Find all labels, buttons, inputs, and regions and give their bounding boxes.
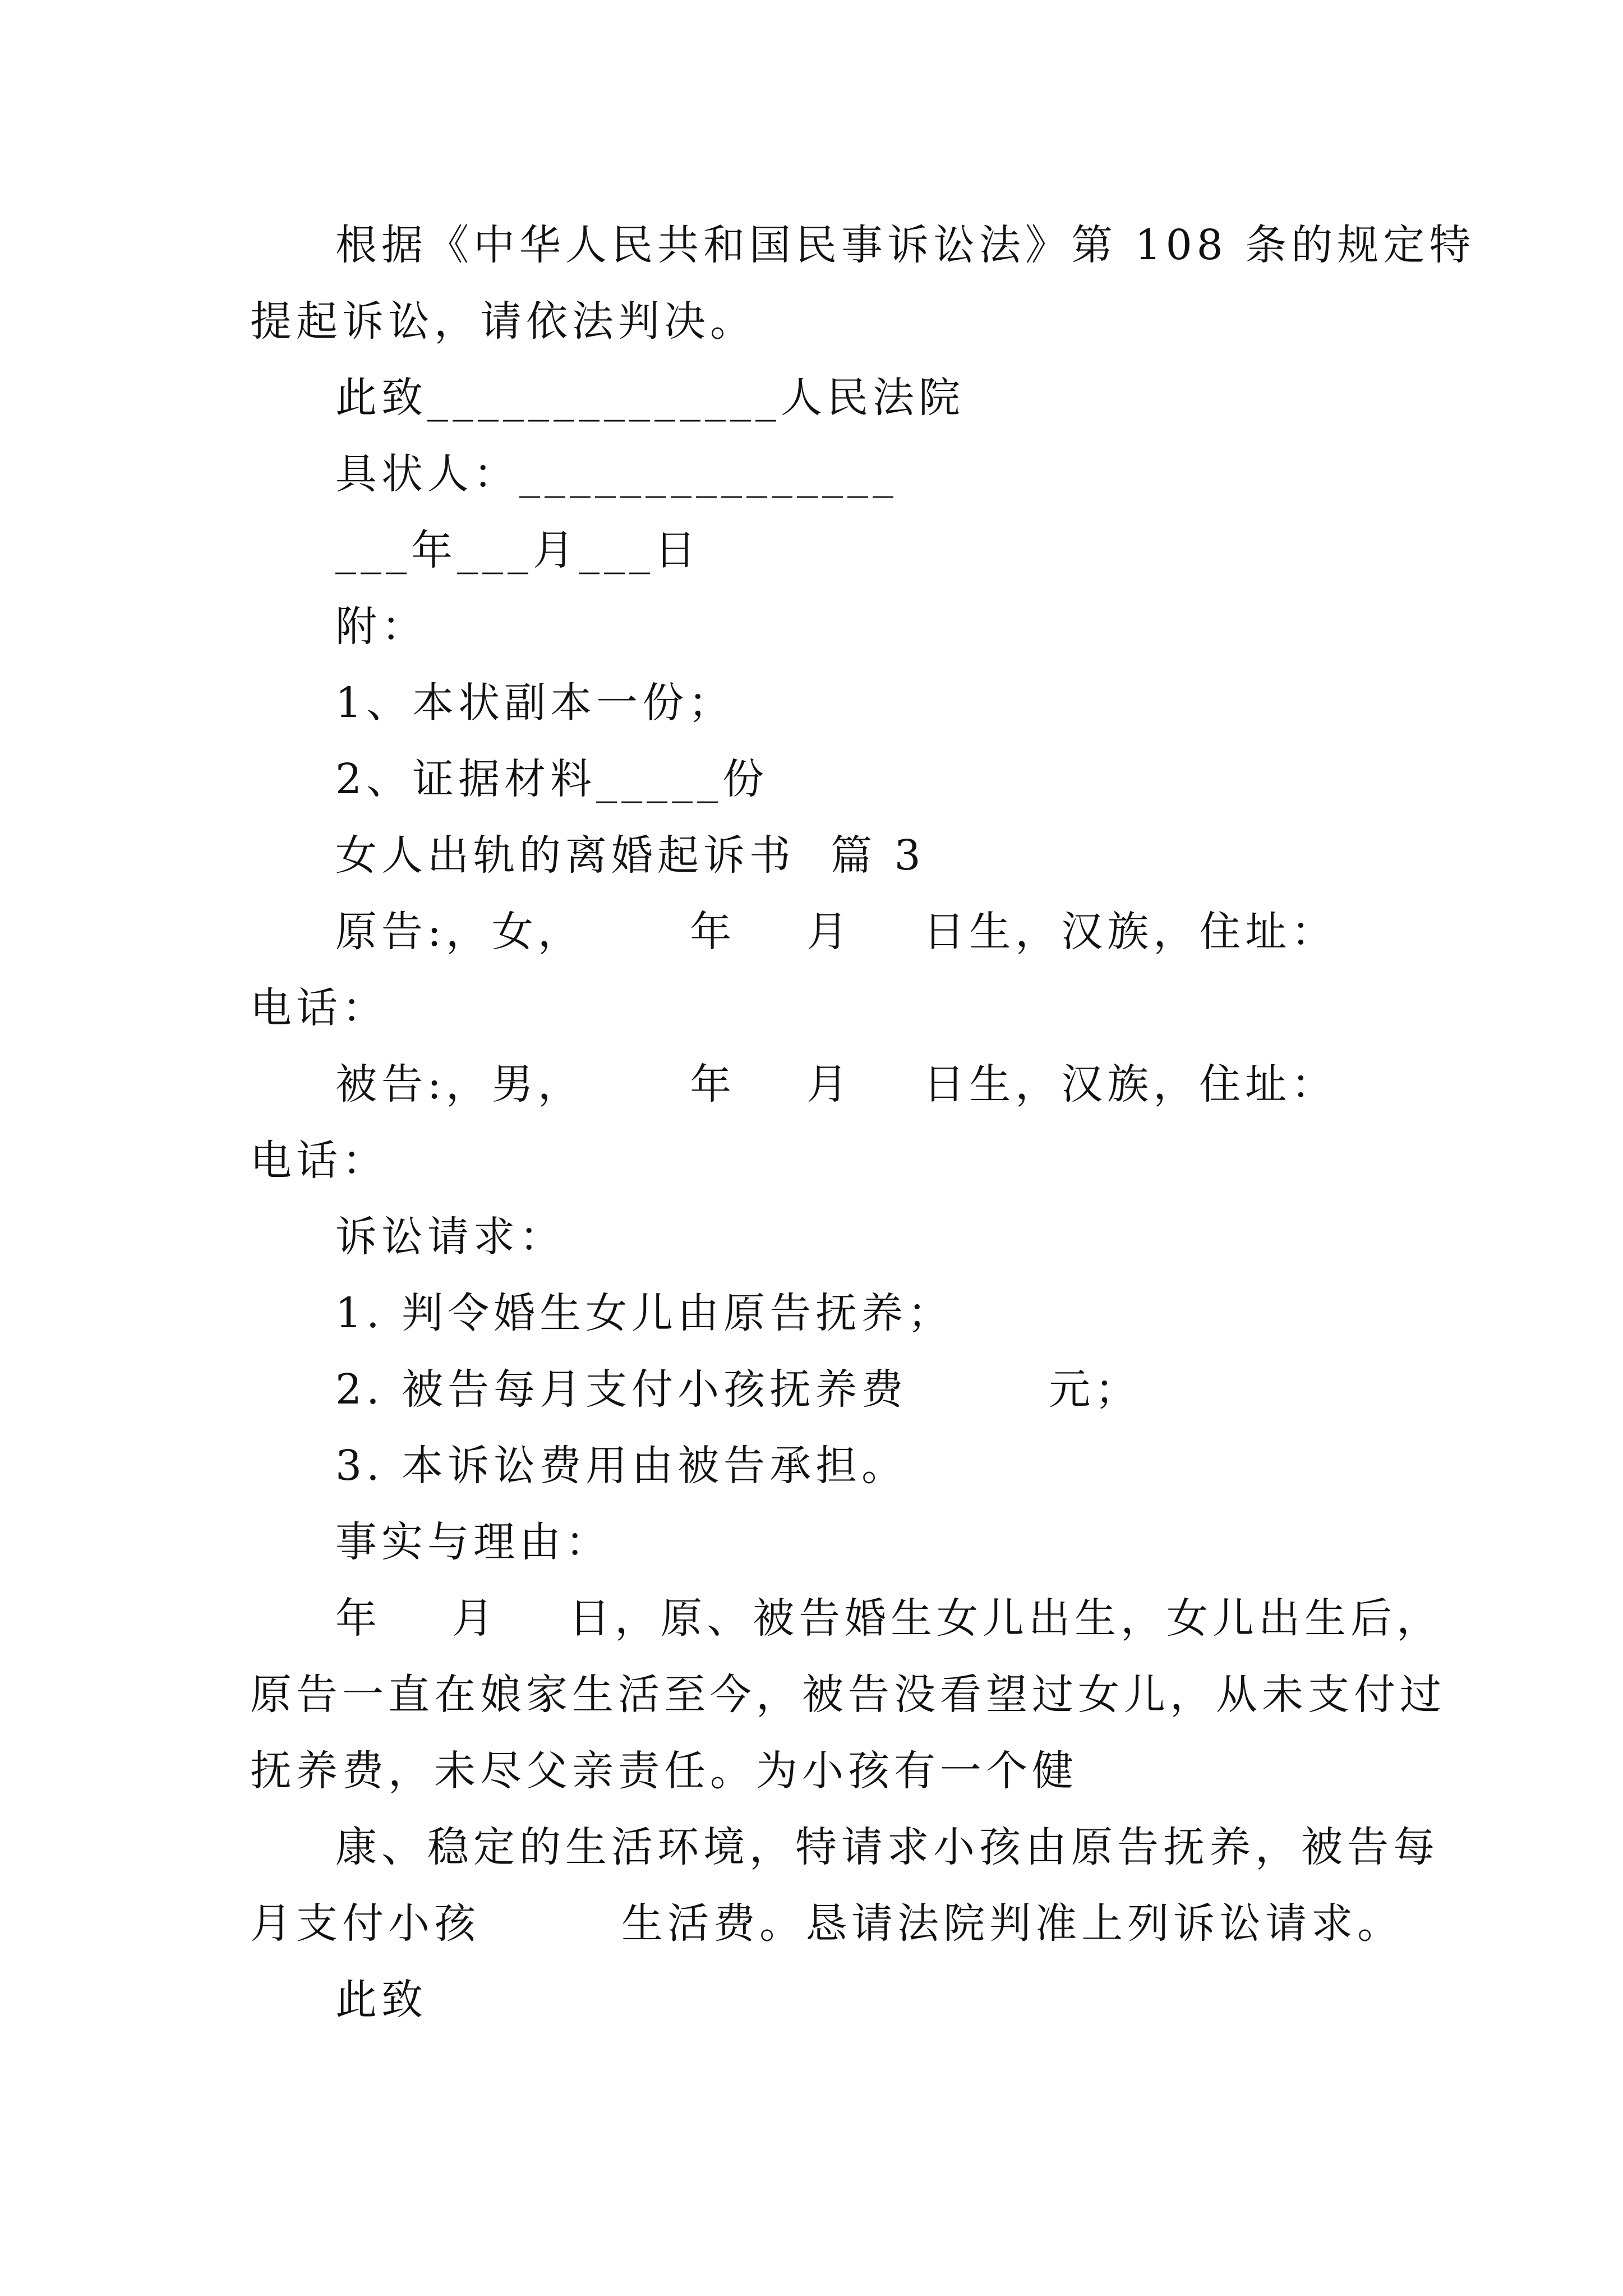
date-line: ___年___月___日 <box>335 526 700 574</box>
paragraph-legal-basis-line-1: 根据《中华人民共和国民事诉讼法》第 108 条的规定特 <box>335 221 1476 269</box>
attachment-item-1: 1、本状副本一份； <box>335 679 735 727</box>
section-title: 女人出轨的离婚起诉书 篇 3 <box>335 831 925 880</box>
attachments-heading: 附： <box>335 602 427 651</box>
facts-paragraph-line-2: 原告一直在娘家生活至今，被告没看望过女儿，从未支付过 <box>250 1671 1446 1719</box>
claim-item-3: 3. 本诉讼费用由被告承担。 <box>335 1442 908 1490</box>
facts-paragraph-line-3: 抚养费，未尽父亲责任。为小孩有一个健 <box>250 1747 1078 1795</box>
paragraph-legal-basis-line-2: 提起诉讼，请依法判决。 <box>250 297 756 346</box>
claims-heading: 诉讼请求： <box>335 1213 565 1261</box>
claim-item-1: 1. 判令婚生女儿由原告抚养； <box>335 1289 954 1337</box>
attachment-item-2: 2、证据材料_____份 <box>335 755 769 803</box>
closing-salutation: 此致 <box>335 1976 427 2024</box>
facts-heading: 事实与理由： <box>335 1518 611 1566</box>
addressee-court-line: 此致______________人民法院 <box>335 374 965 422</box>
defendant-info-line: 被告:，男， 年 月 日生，汉族，住址： <box>335 1060 1338 1108</box>
plaintiff-info-line: 原告:，女， 年 月 日生，汉族，住址： <box>335 908 1338 956</box>
facts-paragraph-line-5: 月支付小孩 生活费。恳请法院判准上列诉讼请求。 <box>250 1899 1404 1948</box>
signatory-line: 具状人：_______________ <box>335 450 898 498</box>
facts-paragraph-line-4: 康、稳定的生活环境，特请求小孩由原告抚养，被告每 <box>335 1823 1439 1871</box>
facts-paragraph-line-1: 年 月 日，原、被告婚生女儿出生，女儿出生后， <box>335 1594 1443 1642</box>
claim-item-2: 2. 被告每月支付小孩抚养费 元； <box>335 1365 1141 1414</box>
plaintiff-phone-line: 电话： <box>250 984 388 1032</box>
defendant-phone-line: 电话： <box>250 1137 388 1185</box>
